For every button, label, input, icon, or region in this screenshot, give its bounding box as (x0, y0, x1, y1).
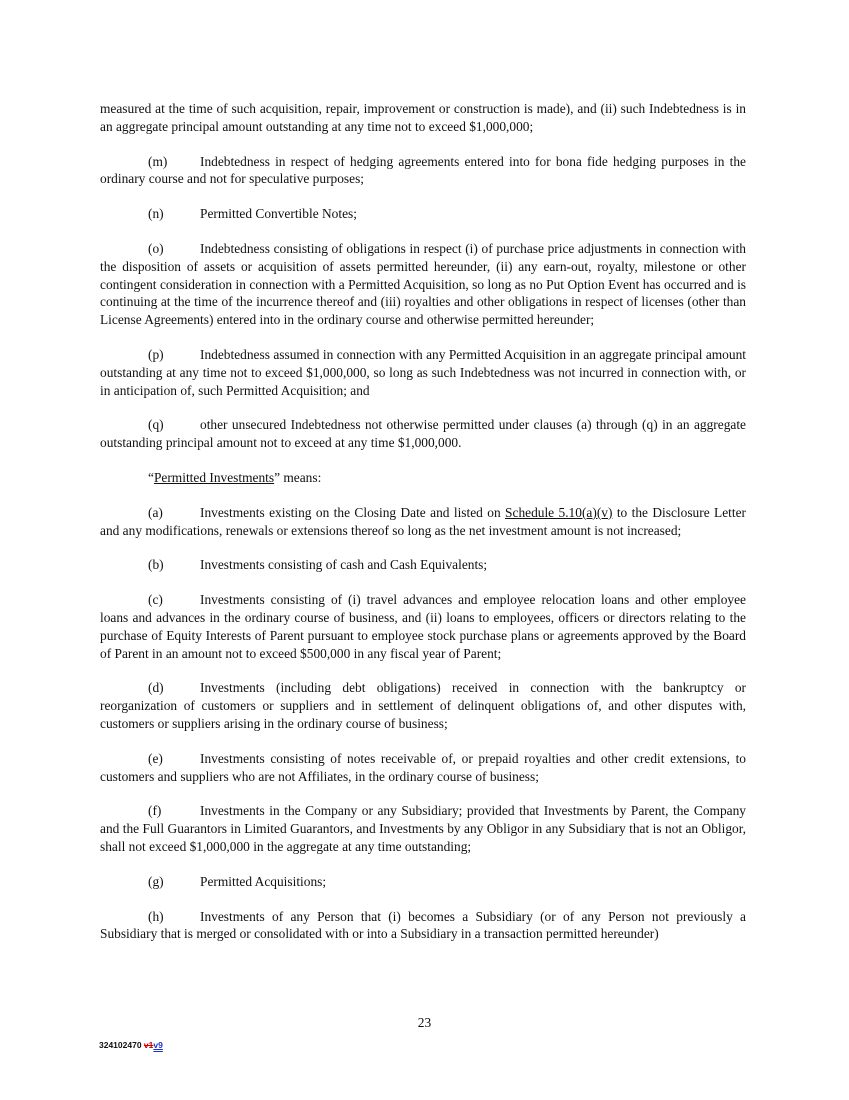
version-old: v1 (143, 1040, 154, 1050)
clause-text: Investments in the Company or any Subsidiary; provided that Investments by Parent, the Company and the Full Guarantors in Limited Guarantors, and Investments by any Obligor in any Subsidiary that is not an Obligor, shall not exceed $1,000,000 in the aggregate at any time outstanding; (100, 803, 746, 854)
clause-m (100, 153, 746, 189)
document-id (99, 1040, 163, 1050)
definition-open-quote: “ (148, 469, 154, 485)
clause-label: (g) (148, 873, 164, 889)
clause-text: Indebtedness in respect of hedging agreements entered into for bona fide hedging purposes in the ordinary course and not for speculative purposes; (100, 153, 746, 187)
clause-label: (e) (148, 750, 163, 766)
clause-label: (m) (148, 153, 168, 169)
clause-o (100, 240, 746, 329)
definition-heading (100, 469, 746, 487)
clause-text: Investments consisting of notes receivable of, or prepaid royalties and other credit extensions, to customers and suppliers who are not Affiliates, in the ordinary course of business; (100, 750, 746, 784)
clause-label: (p) (148, 346, 164, 362)
clause-text: Investments consisting of cash and Cash Equivalents; (200, 557, 488, 573)
clause-text-before: Investments existing on the Closing Date and listed on (200, 504, 506, 520)
schedule-reference: Schedule 5.10(a)(v) (505, 504, 613, 520)
continuation-paragraph: measured at the time of such acquisition, repair, improvement or construction is made), and (ii) such Indebtedness is in an aggregate principal amount outstanding at any time not to exceed $1,000,000; (100, 101, 746, 134)
clause-text-after: to the Disclosure Letter and any modifications, renewals or extensions thereof so long as the net investment amount is not increased; (100, 504, 746, 538)
clause-label: (b) (148, 557, 164, 573)
clause-label: (n) (148, 206, 164, 222)
investment-clause-h (100, 908, 746, 944)
investment-clause-f (100, 802, 746, 855)
clause-text: Investments (including debt obligations) received in connection with the bankruptcy or reorganization of customers or suppliers and in settlement of delinquent obligations of, and other disputes with, customers or suppliers arising in the ordinary course of business; (100, 680, 746, 731)
document-number: 324102470 (99, 1040, 144, 1050)
clause-text: Permitted Acquisitions; (200, 873, 327, 889)
clause-text: Investments consisting of (i) travel advances and employee relocation loans and other employee loans and advances in the ordinary course of business, and (ii) loans to employees, officers or directors relating to the purchase of Equity Interests of Parent pursuant to employee stock purchase plans or agreements approved by the Board of Parent in an amount not to exceed $500,000 in any fiscal year of Parent; (100, 592, 746, 661)
document-body (100, 100, 746, 960)
page-number: 23 (417, 1015, 432, 1030)
investment-clause-a (100, 504, 746, 540)
clause-text: Indebtedness assumed in connection with any Permitted Acquisition in an aggregate principal amount outstanding at any time not to exceed $1,000,000, so long as such Indebtedness was not incurred in connection with, or in anticipation of, such Permitted Acquisition; and (100, 346, 746, 398)
clause-n (100, 205, 746, 223)
version-new: v9 (153, 1040, 163, 1050)
clause-label: (f) (148, 803, 162, 819)
clause-label: (d) (148, 680, 164, 696)
clause-text: Permitted Convertible Notes; (200, 206, 357, 222)
clause-label: (c) (148, 592, 163, 608)
clause-label: (o) (148, 240, 164, 256)
investment-clause-g (100, 873, 746, 891)
clause-text: Indebtedness consisting of obligations in respect (i) of purchase price adjustments in connection with the disposition of assets or acquisition of assets permitted hereunder, (ii) any earn-out, royalty, milestone or other contingent consideration in connection with a Permitted Acquisition, so long as no Put Option Event has occurred and is continuing at the time of the incurrence thereof and (iii) royalties and other obligations in respect of licenses (other than License Agreements) entered into in the ordinary course and otherwise permitted hereunder; (100, 240, 746, 328)
clause-p (100, 346, 746, 399)
clause-text: other unsecured Indebtedness not otherwise permitted under clauses (a) through (q) in an aggregate outstanding principal amount not to exceed at any time $1,000,000. (100, 417, 746, 451)
definition-suffix: ” means: (274, 469, 322, 485)
investment-clause-e (100, 750, 746, 786)
clause-text: Investments of any Person that (i) becomes a Subsidiary (or of any Person not previously a Subsidiary that is merged or consolidated with or into a Subsidiary in a transaction permitted hereunder) (100, 908, 746, 942)
investment-clause-d (100, 679, 746, 732)
clause-label: (a) (148, 504, 163, 520)
investment-clause-c (100, 591, 746, 662)
definition-term: Permitted Investments (153, 469, 275, 485)
clause-label: (h) (148, 908, 164, 924)
investment-clause-b (100, 556, 746, 574)
clause-q (100, 416, 746, 452)
clause-label: (q) (148, 417, 164, 433)
